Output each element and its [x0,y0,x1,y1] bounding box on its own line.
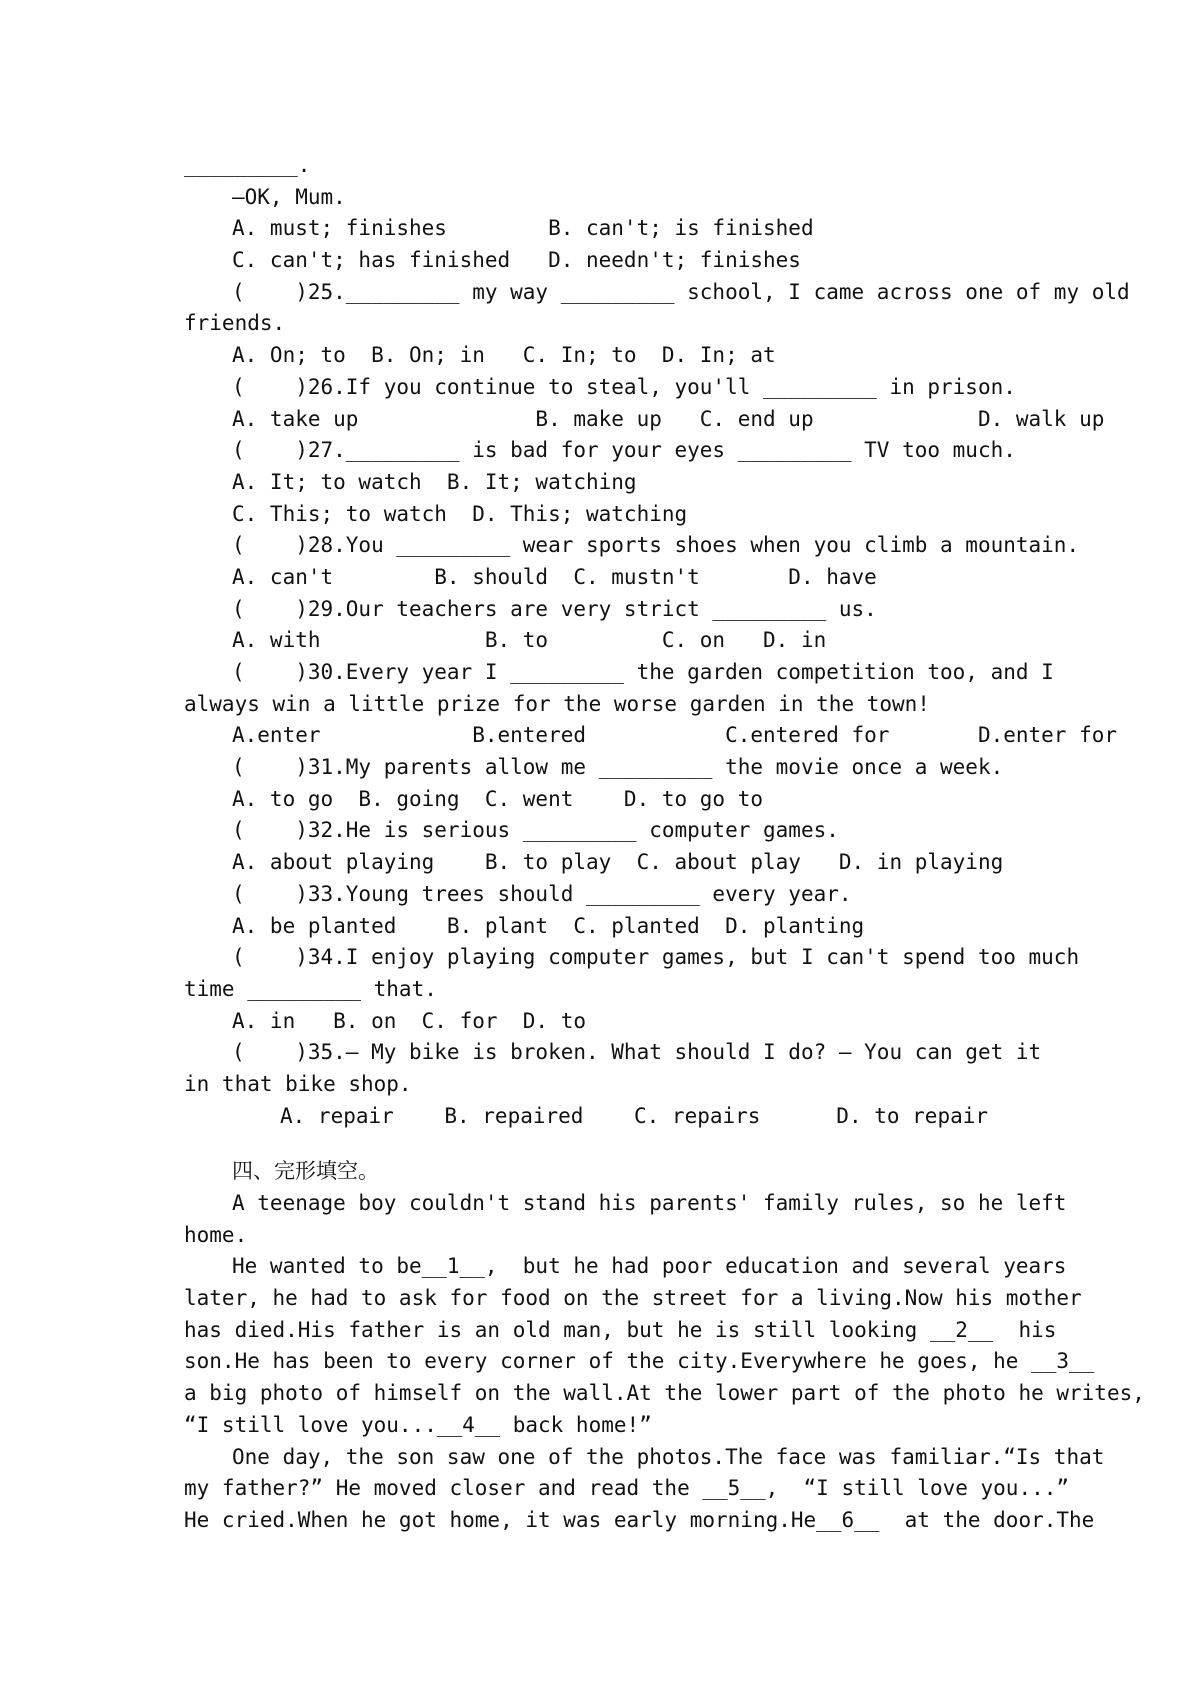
text-line: “I still love you...__4__ back home!” [184,1412,652,1437]
section-heading: 四、完形填空。 [232,1159,379,1184]
text-line: always win a little prize for the worse garden in the town! [184,691,930,716]
text-line: A. repair B. repaired C. repairs D. to repair [280,1103,989,1128]
text-line: ( )33.Young trees should _________ every year. [232,881,852,906]
text-line: A.enter B.entered C.entered for D.enter for [232,723,1118,748]
text-line: A. On; to B. On; in C. In; to D. In; at [232,343,776,368]
text-line: ( )27._________ is bad for your eyes _________ TV too much. [232,438,1016,463]
text-line: time _________ that. [184,976,437,1001]
text-line: A. with B. to C. on D. in [232,628,827,653]
text-line: A teenage boy couldn't stand his parents' family rules, so he left [232,1191,1067,1215]
text-line: A. about playing B. to play C. about play D. in playing [232,850,1004,875]
text-line: has died.His father is an old man, but he is still looking __2__ his [184,1317,1057,1342]
text-line: He wanted to be__1__, but he had poor education and several years [232,1254,1067,1279]
text-line: C. This; to watch D. This; watching [232,501,688,526]
text-line: son.He has been to every corner of the city.Everywhere he goes, he __3__ [184,1349,1095,1374]
text-line: —OK, Mum. [232,184,346,209]
text-line: A. It; to watch B. It; watching [232,469,637,494]
text-line: ( )28.You _________ wear sports shoes when you climb a mountain. [232,533,1080,558]
text-line: A. in B. on C. for D. to [232,1008,587,1033]
text-line: A. be planted B. plant C. planted D. planting [232,913,865,938]
text-line: A. can't B. should C. mustn't D. have [232,564,877,589]
text-line: ( )29.Our teachers are very strict _________ us. [232,596,877,621]
text-line: He cried.When he got home, it was early morning.He__6__ at the door.The [184,1507,1095,1532]
text-line: ( )32.He is serious _________ computer games. [232,818,839,843]
text-line: _________. [184,153,311,177]
document-body [184,150,1145,1537]
section-spacer [184,1132,1026,1156]
text-line: ( )30.Every year I _________ the garden competition too, and I [232,660,1054,684]
text-line: A. must; finishes B. can't; is finished [232,216,814,241]
text-line: ( )25._________ my way _________ school, I came across one of my old [232,279,1130,304]
text-line: ( )26.If you continue to steal, you'll _________ in prison. [232,374,1016,399]
text-line: ( )34.I enjoy playing computer games, but I can't spend too much [232,945,1080,970]
text-line: a big photo of himself on the wall.At the lower part of the photo he writes, [184,1381,1145,1406]
text-line: One day, the son saw one of the photos.The face was familiar.“Is that [232,1444,1105,1469]
text-line: in that bike shop. [184,1071,412,1096]
text-line: later, he had to ask for food on the street for a living.Now his mother [184,1286,1082,1311]
text-line: C. can't; has finished D. needn't; finishes [232,248,801,273]
text-line: ( )35.— My bike is broken. What should I do? — You can get it [232,1040,1042,1065]
text-line: A. take up B. make up C. end up D. walk up [232,406,1105,431]
text-line: friends. [184,311,286,336]
text-line: home. [184,1222,248,1247]
text-line: ( )31.My parents allow me _________ the movie once a week. [232,755,1004,780]
text-line: A. to go B. going C. went D. to go to [232,786,764,811]
text-line: my father?” He moved closer and read the __5__, “I still love you...” [184,1476,1070,1501]
